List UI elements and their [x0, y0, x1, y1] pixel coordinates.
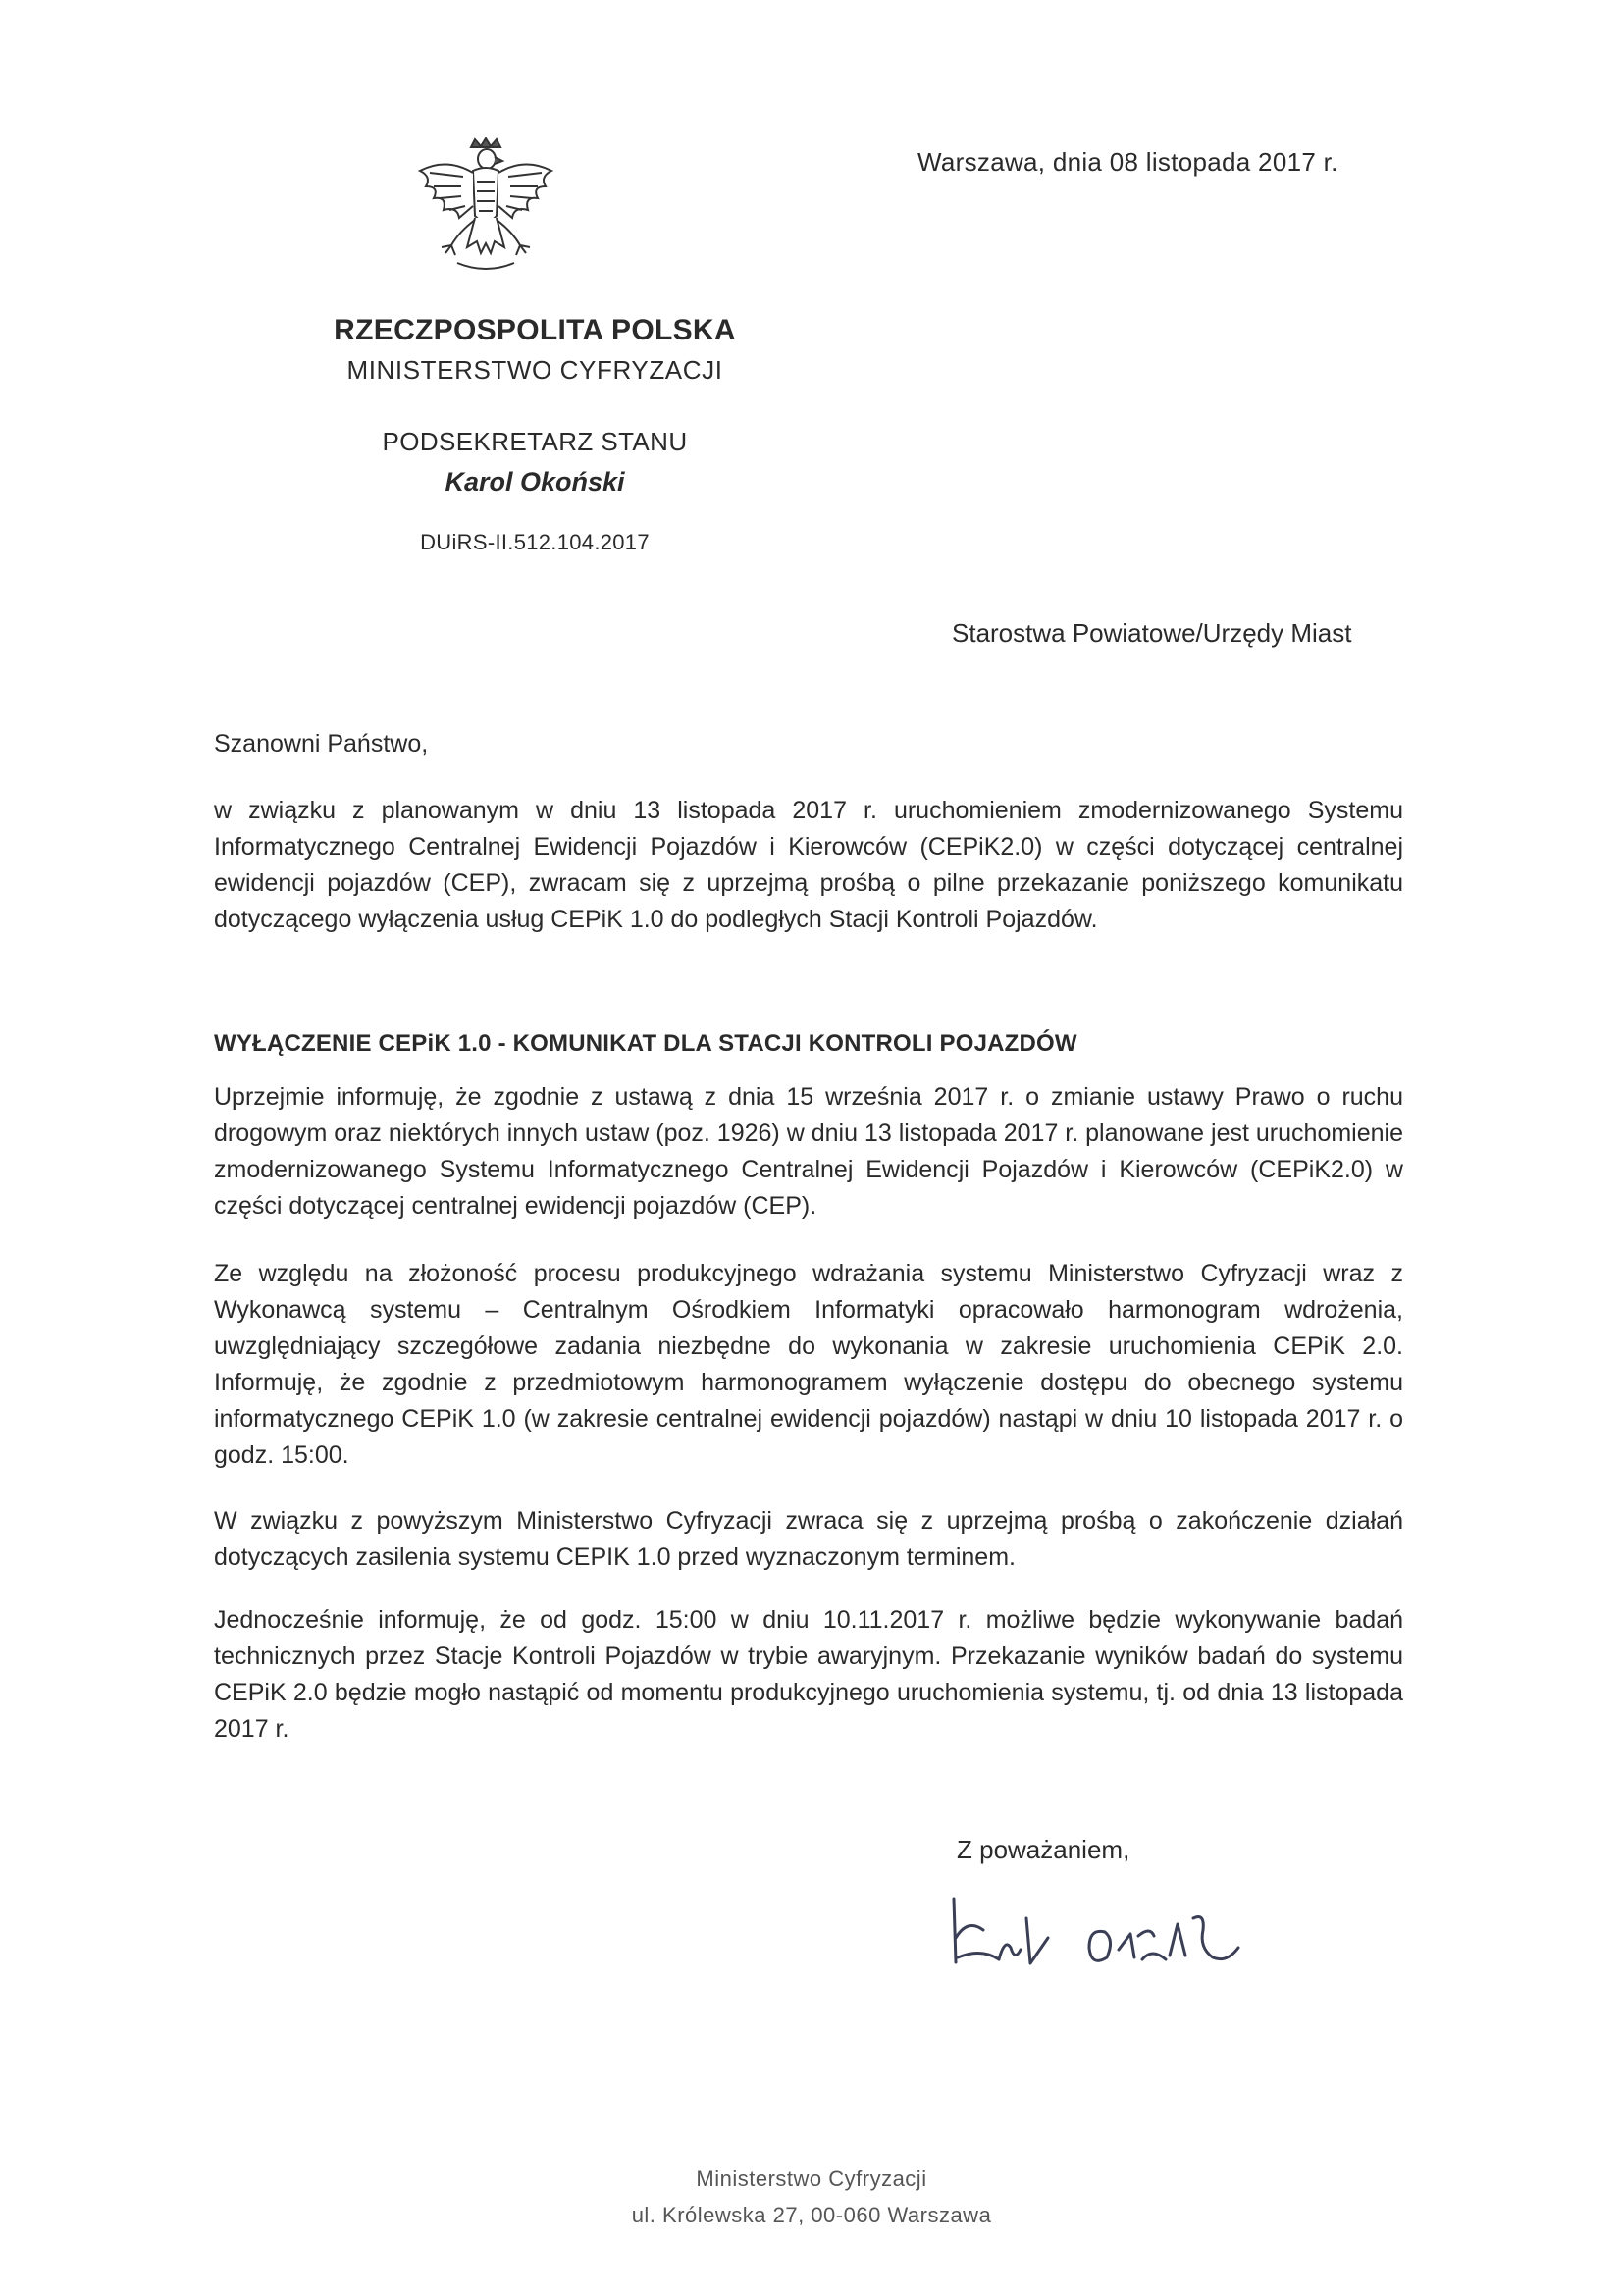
footer-ministry: Ministerstwo Cyfryzacji: [696, 2166, 927, 2191]
closing: Z poważaniem,: [957, 1835, 1130, 1864]
header-country: RZECZPOSPOLITA POLSKA: [334, 314, 736, 346]
polish-eagle-emblem-icon: [412, 137, 559, 283]
section-heading: WYŁĄCZENIE CEPiK 1.0 - KOMUNIKAT DLA STACJI KONTROLI POJAZDÓW: [214, 1030, 1077, 1057]
paragraph-text: Uprzejmie informuję, że zgodnie z ustawą z dnia 15 września 2017 r. o zmianie ustawy Prawo o ruchu drogowym oraz niektórych innych ustaw (poz. 1926) w dniu 13 listopada 2017 r. planowane jest uruchomienie zmodernizowanego Systemu Informatycznego Centralnej Ewidencji Pojazdów i Kierowców (CEPiK2.0) w części dotyczącej centralnej ewidencji pojazdów (CEP).: [214, 1083, 1403, 1220]
salutation-text: Szanowni Państwo,: [214, 730, 429, 757]
footer-address: ul. Królewska 27, 00-060 Warszawa: [631, 2203, 992, 2227]
paragraph-text: Ze względu na złożoność procesu produkcyjnego wdrażania systemu Ministerstwo Cyfryzacji wraz z Wykonawcą systemu – Centralnym Ośrodkiem Informatyki opracowało harmonogram wdrożenia, uwzględniający szczegółowe zadania niezbędne do wykonania w zakresie uruchomienia CEPiK 2.0. Informuję, że zgodnie z przedmiotowym harmonogramem wyłączenie dostępu do obecnego systemu informatycznego CEPiK 1.0 (w zakresie centralnej ewidencji pojazdów) nastąpi w dniu 10 listopada 2017 r. o godz. 15:00.: [214, 1260, 1403, 1469]
paragraph-text: W związku z powyższym Ministerstwo Cyfryzacji zwraca się z uprzejmą prośbą o zakończenie działań dotyczących zasilenia systemu CEPIK 1.0 przed wyznaczonym terminem.: [214, 1507, 1403, 1571]
paragraph-4: [214, 1602, 1403, 1747]
header-role: PODSEKRETARZ STANU: [382, 427, 688, 456]
reference-number: DUiRS-II.512.104.2017: [420, 530, 650, 554]
paragraph-text: Jednocześnie informuję, że od godz. 15:00 w dniu 10.11.2017 r. możliwe będzie wykonywanie badań technicznych przez Stacje Kontroli Pojazdów w trybie awaryjnym. Przekazanie wyników badań do systemu CEPiK 2.0 będzie mogło nastąpić od momentu produkcyjnego uruchomienia systemu, tj. od dnia 13 listopada 2017 r.: [214, 1606, 1403, 1743]
intro-text: w związku z planowanym w dniu 13 listopada 2017 r. uruchomieniem zmodernizowanego Systemu Informatycznego Centralnej Ewidencji Pojazdów i Kierowców (CEPiK2.0) w części dotyczącej centralnej ewidencji pojazdów (CEP), zwracam się z uprzejmą prośbą o pilne przekazanie poniższego komunikatu dotyczącego wyłączenia usług CEPiK 1.0 do podległych Stacji Kontroli Pojazdów.: [214, 797, 1403, 933]
header-ministry: MINISTERSTWO CYFRYZACJI: [346, 355, 723, 385]
paragraph-2: [214, 1256, 1403, 1474]
paragraph-1: [214, 1079, 1403, 1225]
header-name: Karol Okoński: [445, 467, 625, 496]
intro-paragraph: [214, 793, 1403, 938]
paragraph-3: [214, 1503, 1403, 1576]
letter-date: Warszawa, dnia 08 listopada 2017 r.: [917, 147, 1338, 177]
handwritten-signature: [942, 1879, 1256, 1987]
recipient: Starostwa Powiatowe/Urzędy Miast: [952, 618, 1352, 648]
salutation: [214, 726, 1403, 762]
